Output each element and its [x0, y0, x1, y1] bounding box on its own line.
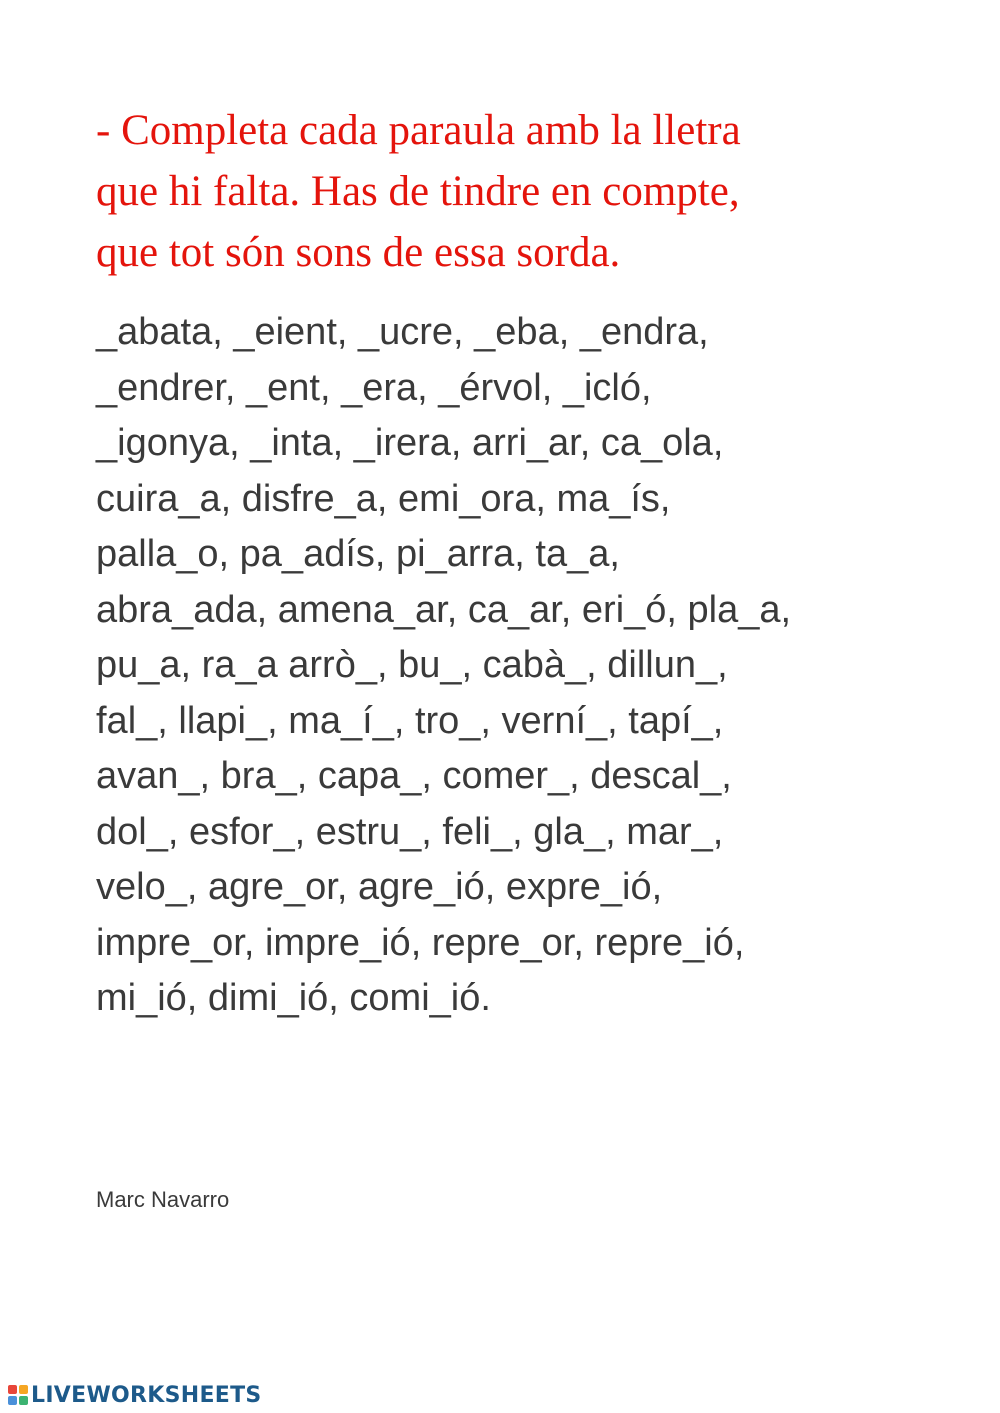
- word-list-line: _igonya, _inta, _irera, arri_ar, ca_ola,: [96, 422, 724, 464]
- word-list-line: velo_, agre_or, agre_ió, expre_ió,: [96, 866, 663, 908]
- word-list-line: avan_, bra_, capa_, comer_, descal_,: [96, 755, 732, 797]
- liveworksheets-logo-icon: [8, 1385, 28, 1405]
- word-list-line: fal_, llapi_, ma_í_, tro_, verní_, tapí_,: [96, 699, 724, 742]
- logo-text: LIVEWORKSHEETS: [31, 1382, 262, 1408]
- word-list-line: mi_ió, dimi_ió, comi_ió.: [96, 977, 491, 1019]
- word-list: [96, 305, 926, 1027]
- word-list-line: impre_or, impre_ió, repre_or, repre_ió,: [96, 921, 745, 964]
- word-list-line: cuira_a, disfre_a, emi_ora, ma_ís,: [96, 477, 671, 520]
- word-list-line: _endrer, _ent, _era, _érvol, _icló,: [96, 366, 652, 409]
- instructions-text: [96, 100, 926, 283]
- liveworksheets-logo[interactable]: [8, 1381, 262, 1409]
- word-list-line: palla_o, pa_adís, pi_arra, ta_a,: [96, 533, 620, 575]
- word-list-line: abra_ada, amena_ar, ca_ar, eri_ó, pla_a,: [96, 588, 792, 631]
- author-name: Marc Navarro: [96, 1187, 230, 1212]
- instructions-line: que tot són sons de essa sorda.: [96, 229, 621, 276]
- instructions-line: - Completa cada paraula amb la lletra: [96, 107, 741, 154]
- word-list-line: dol_, esfor_, estru_, feli_, gla_, mar_,: [96, 810, 724, 853]
- word-list-line: pu_a, ra_a arrò_, bu_, cabà_, dillun_,: [96, 644, 728, 686]
- word-list-line: _abata, _eient, _ucre, _eba, _endra,: [96, 311, 709, 353]
- instructions-line: que hi falta. Has de tindre en compte,: [96, 168, 740, 215]
